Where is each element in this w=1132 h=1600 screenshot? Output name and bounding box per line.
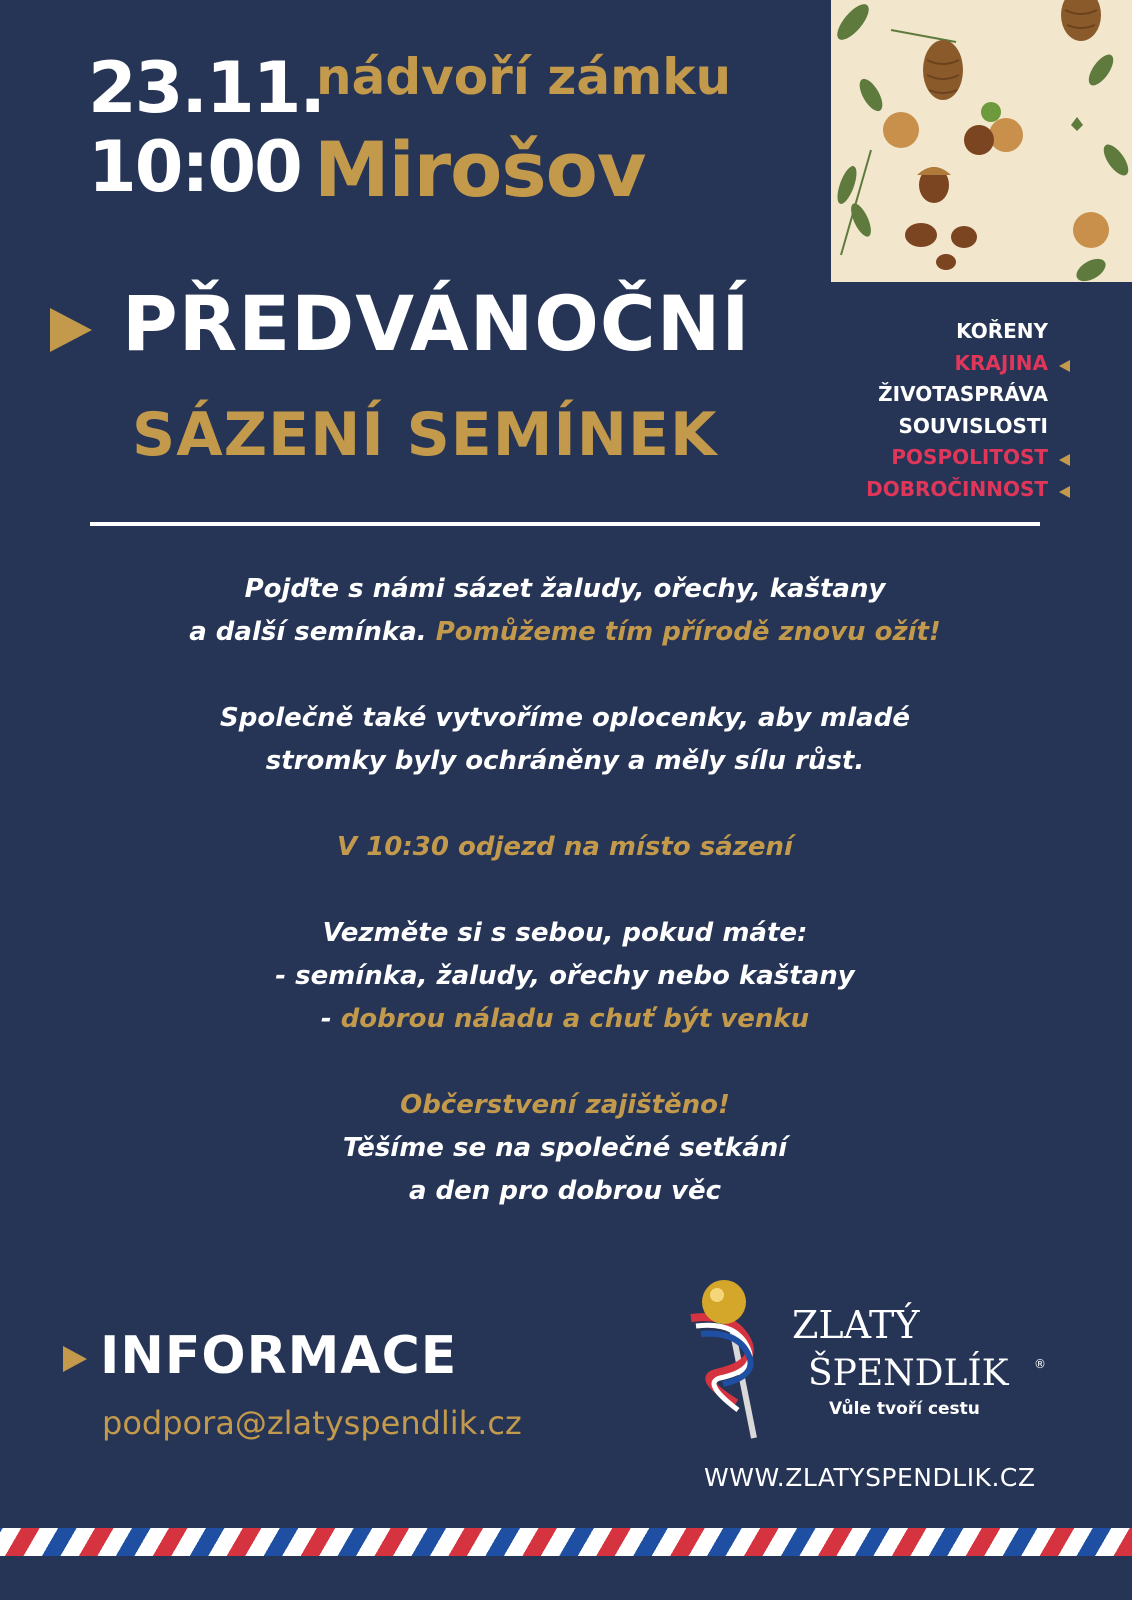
pointer-triangle-icon xyxy=(1059,486,1070,498)
paragraph-invitation xyxy=(90,568,1040,654)
nature-pattern-illustration xyxy=(831,0,1132,282)
paragraph-bring xyxy=(90,912,1040,1041)
paragraph-departure xyxy=(90,826,1040,869)
value-label: DOBROČINNOST xyxy=(866,476,1048,501)
fences-line1: Společně také vytvoříme oplocenky, aby mladé xyxy=(220,703,910,733)
divider xyxy=(90,522,1040,526)
closing-line2: a den pro dobrou věc xyxy=(408,1176,722,1206)
values-list xyxy=(866,316,1048,505)
value-label: POSPOLITOST xyxy=(891,445,1048,469)
value-label: KOŘENY xyxy=(956,319,1048,343)
value-label: ŽIVOTASPRÁVA xyxy=(878,382,1048,406)
bring-intro: Vezměte si s sebou, pokud máte: xyxy=(322,918,808,948)
bring-item-1: - semínka, žaludy, ořechy nebo kaštany xyxy=(275,961,855,991)
invitation-line2-gold: Pomůžeme tím přírodě znovu ožít! xyxy=(435,617,941,647)
fences-line2: stromky byly ochráněny a měly sílu růst. xyxy=(265,746,865,776)
bring-item-2-text: dobrou náladu a chuť být venku xyxy=(340,1004,810,1034)
logo-name-line2: ŠPENDLÍK xyxy=(808,1353,1009,1394)
headline-line2: SÁZENÍ SEMÍNEK xyxy=(132,400,718,470)
value-item xyxy=(866,411,1048,443)
event-time: 10:00 xyxy=(88,126,301,208)
headline-triangle-icon xyxy=(50,308,92,352)
event-description xyxy=(90,568,1040,1256)
paragraph-closing xyxy=(90,1084,1040,1213)
pointer-triangle-icon xyxy=(1059,360,1070,372)
tricolor-stripe xyxy=(0,1528,1132,1556)
departure-info: V 10:30 odjezd na místo sázení xyxy=(337,832,793,862)
website-link[interactable]: WWW.ZLATYSPENDLIK.CZ xyxy=(704,1463,1036,1492)
event-venue: nádvoří zámku xyxy=(316,48,732,106)
info-title: INFORMACE xyxy=(100,1326,458,1386)
refreshments-note: Občerstvení zajištěno! xyxy=(400,1090,730,1120)
closing-line1: Těšíme se na společné setkání xyxy=(342,1133,788,1163)
value-item xyxy=(866,316,1048,348)
invitation-line2 xyxy=(90,611,1040,654)
logo-slogan: Vůle tvoří cestu xyxy=(829,1399,980,1419)
invitation-line2-white: a další semínka. xyxy=(189,617,427,647)
value-item xyxy=(866,474,1048,506)
bring-item-2 xyxy=(90,998,1040,1041)
value-label: SOUVISLOSTI xyxy=(898,413,1048,438)
paragraph-fences xyxy=(90,697,1040,783)
registered-mark: ® xyxy=(1034,1357,1046,1371)
value-item xyxy=(866,348,1048,380)
golden-pin-logo-icon xyxy=(686,1278,796,1446)
value-item xyxy=(866,442,1048,474)
invitation-line1: Pojďte s námi sázet žaludy, ořechy, kaštany xyxy=(244,574,886,604)
value-label: KRAJINA xyxy=(954,350,1048,375)
contact-email-link[interactable]: podpora@zlatyspendlik.cz xyxy=(102,1404,522,1442)
headline-line1: PŘEDVÁNOČNÍ xyxy=(122,279,751,368)
info-triangle-icon xyxy=(63,1346,87,1372)
pointer-triangle-icon xyxy=(1059,454,1070,466)
event-town: Mirošov xyxy=(314,125,646,214)
logo-name-line1: ZLATÝ xyxy=(792,1303,920,1347)
bring-item-2-dash: - xyxy=(320,1004,332,1034)
event-date: 23.11. xyxy=(88,47,325,129)
value-item xyxy=(866,379,1048,411)
